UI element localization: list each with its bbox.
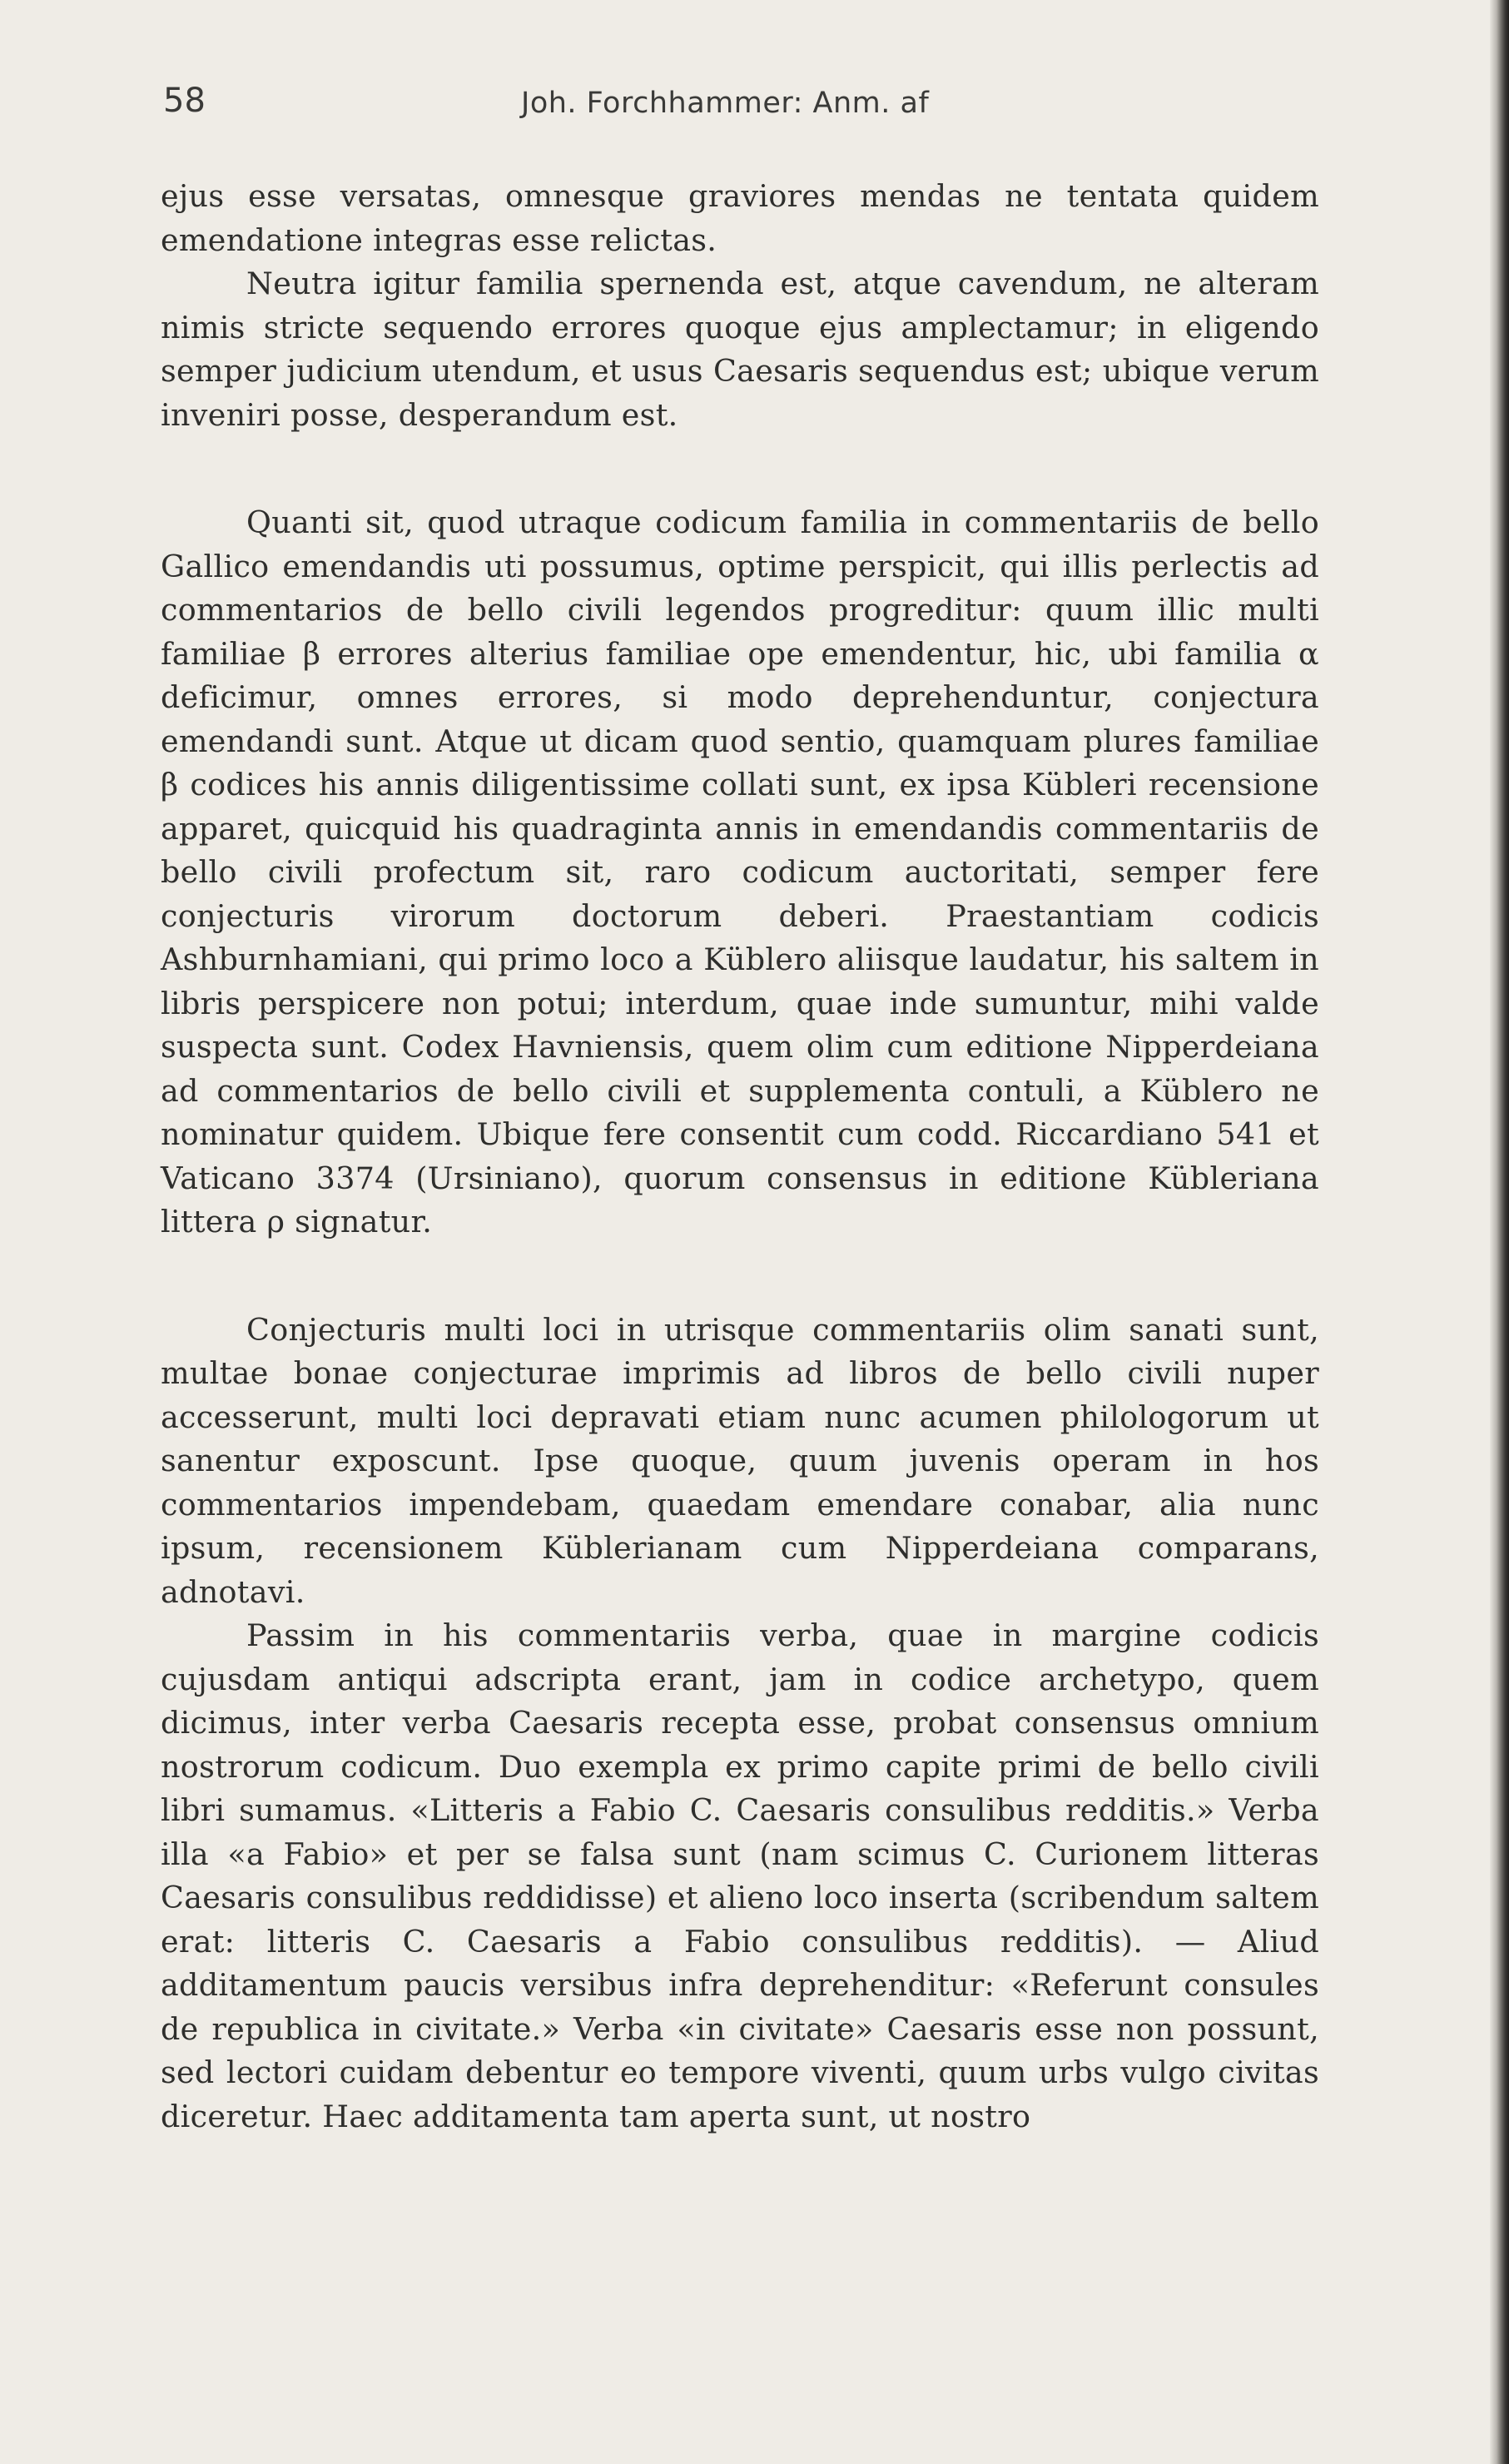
paragraph: Conjecturis multi loci in utrisque commentariis olim sanati sunt, multae bonae conjecturae imprimis ad libros de bello civili nuper accesserunt, multi loci depravati etiam nunc acumen philologorum ut sanentur exposcunt. Ipse quoque, quum juvenis operam in hos commentarios impendebam, quaedam emendare conabar, alia nunc ipsum, recensionem Küblerianam cum Nipperdeiana comparans, adnotavi. — [161, 1311, 1319, 1610]
paragraph: Passim in his commentariis verba, quae in margine codicis cujusdam antiqui adscripta erant, jam in codice archetypo, quem dicimus, inter verba Caesaris recepta esse, probat consensus omnium nostrorum codicum. Duo exempla ex primo capite primi de bello civili libri sumamus. «Litteris a Fabio C. Caesaris consulibus redditis.» Verba illa «a Fabio» et per se falsa sunt (nam scimus C. Curionem litteras Caesaris consulibus reddidisse) et alieno loco inserta (scribendum saltem erat: litteris C. Caesaris a Fabio consulibus redditis). — Aliud additamentum paucis versibus infra deprehenditur: «Referunt consules de republica in civitate.» Verba «in civitate» Caesaris esse non possunt, sed lectori cuidam debentur eo tempore viventi, quum urbs vulgo civitas diceretur. Haec additamenta tam aperta sunt, ut nostro — [161, 1617, 1319, 2134]
body-text — [161, 175, 1319, 2139]
paragraph: Neutra igitur familia spernenda est, atque cavendum, ne alteram nimis stricte sequendo errores quoque ejus amplectamur; in eligendo semper judicium utendum, et usus Caesaris sequendus est; ubique verum inveniri posse, desperandum est. — [161, 266, 1319, 433]
page-number: 58 — [163, 82, 206, 120]
paragraph: Quanti sit, quod utraque codicum familia in commentariis de bello Gallico emendandis uti possumus, optime perspicit, qui illis perlectis ad commentarios de bello civili legendos progreditur: quum illic multi familiae β errores alterius familiae ope emendentur, hic, ubi familia α deficimur, omnes errores, si modo deprehenduntur, conjectura emendandi sunt. Atque ut dicam quod sentio, quamquam plures familiae β codices his annis diligentissime collati sunt, ex ipsa Kübleri recensione apparet, quicquid his quadraginta annis in emendandis commentariis de bello civili profectum sit, raro codicum auctoritati, semper fere conjecturis virorum doctorum deberi. Praestantiam codicis Ashburnhamiani, qui primo loco a Küblero aliisque laudatur, his saltem in libris perspicere non potui; interdum, quae inde sumuntur, mihi valde suspecta sunt. Codex Havniensis, quem olim cum editione Nipperdeiana ad commentarios de bello civili et supplementa contuli, a Küblero ne nominatur quidem. Ubique fere consentit cum codd. Riccardiano 541 et Vaticano 3374 (Ursiniano), quorum consensus in editione Kübleriana littera ρ signatur. — [161, 504, 1319, 1239]
running-title: Joh. Forchhammer: Anm. af — [521, 87, 930, 120]
book-spine-shadow — [1490, 0, 1509, 2464]
running-head — [163, 82, 1302, 132]
paragraph-continued: ejus esse versatas, omnesque graviores mendas ne tentata quidem emendatione integras esse relictas. — [161, 178, 1319, 258]
